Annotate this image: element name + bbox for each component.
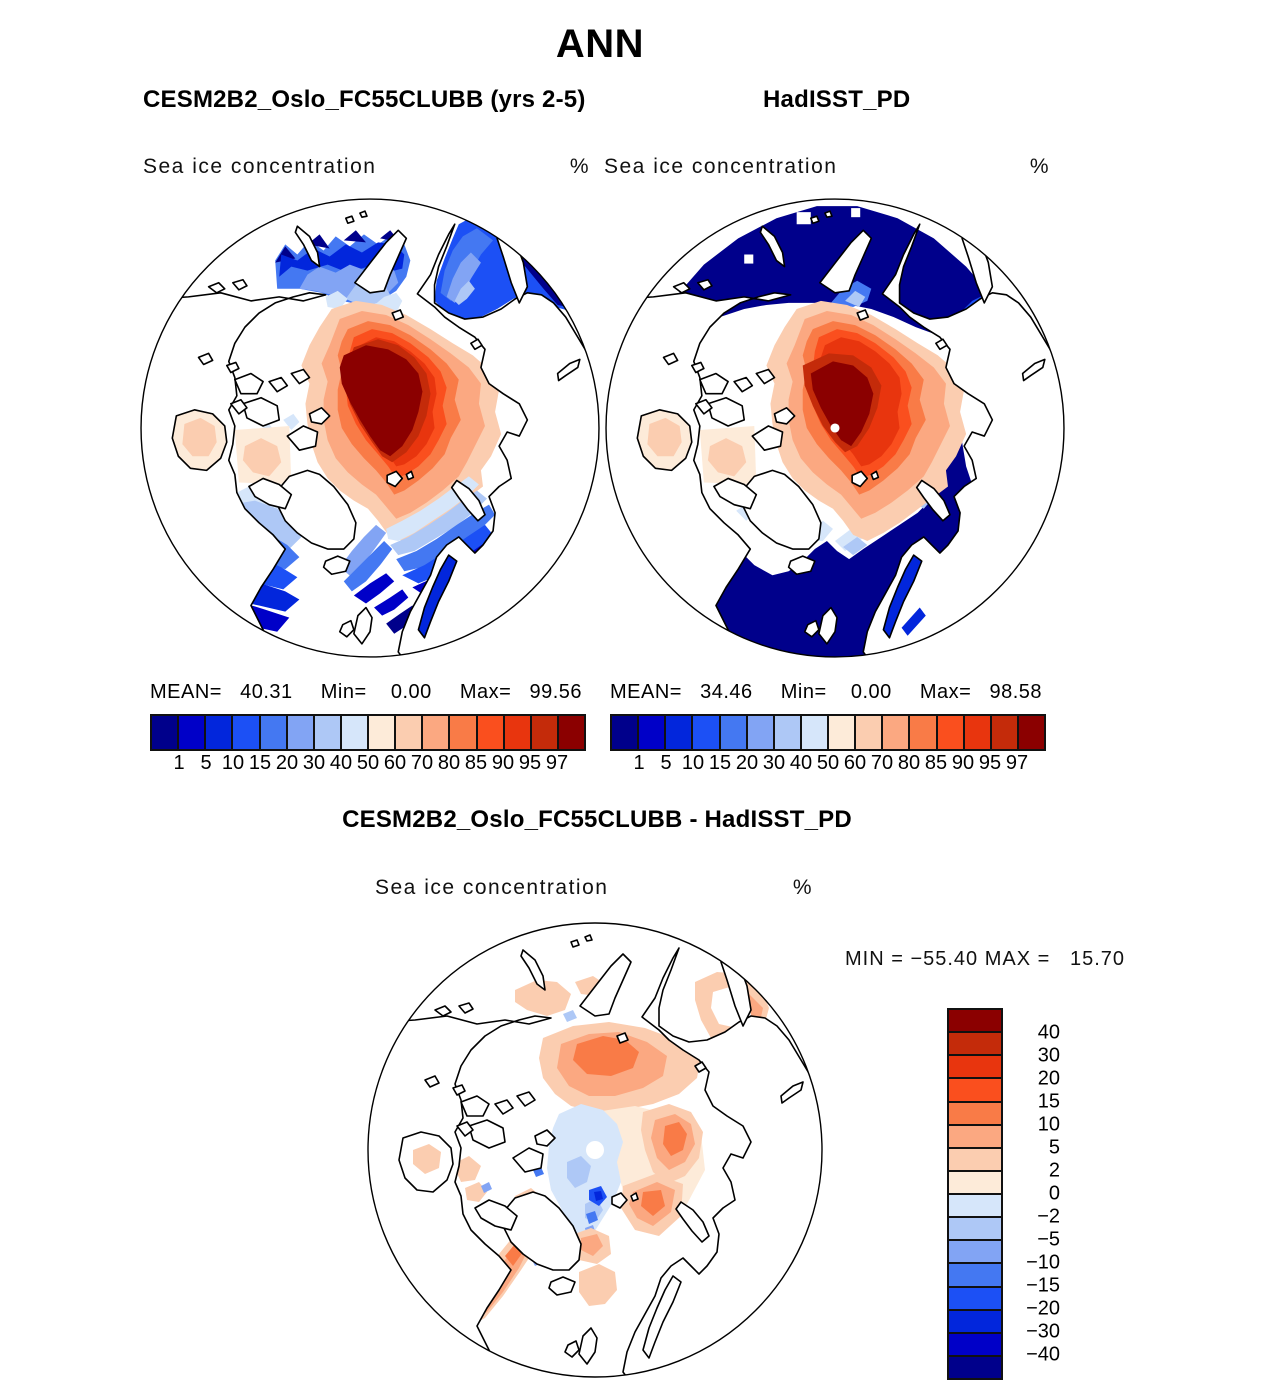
diff-colorbar-cell — [949, 1126, 1001, 1149]
diff-colorbar-cell — [949, 1056, 1001, 1079]
colorbar-tick-label: 85 — [464, 752, 488, 774]
model-colorbar-ticks — [150, 752, 586, 776]
colorbar-tick-label: 70 — [410, 752, 434, 774]
colorbar-tick-label: 90 — [491, 752, 515, 774]
colorbar-tick-label: 15 — [708, 752, 732, 774]
diff-colorbar — [947, 1008, 1003, 1380]
colorbar-tick-label: 50 — [816, 752, 840, 774]
colorbar-tick-label: 20 — [735, 752, 759, 774]
colorbar-cell — [532, 716, 559, 749]
obs-map-svg — [603, 196, 1067, 660]
model-mean: MEAN= 40.31 — [150, 681, 293, 703]
page-title: ANN — [555, 22, 645, 66]
colorbar-cell — [423, 716, 450, 749]
colorbar-cell — [693, 716, 720, 749]
obs-min: Min= 0.00 — [780, 681, 892, 703]
colorbar-cell — [478, 716, 505, 749]
colorbar-tick-label: 40 — [789, 752, 813, 774]
model-field-label: Sea ice concentration — [143, 155, 377, 178]
colorbar-cell — [206, 716, 233, 749]
diff-colorbar-cell — [949, 1357, 1001, 1378]
colorbar-cell — [639, 716, 666, 749]
diff-colorbar-cell — [949, 1172, 1001, 1195]
model-max: Max= 99.56 — [459, 681, 582, 703]
diff-colorbar-cell — [949, 1264, 1001, 1287]
colorbar-tick-label: 70 — [870, 752, 894, 774]
colorbar-cell — [721, 716, 748, 749]
colorbar-cell — [856, 716, 883, 749]
diff-colorbar-label: 2 — [1048, 1159, 1060, 1182]
colorbar-cell — [369, 716, 396, 749]
model-units-label: % — [569, 155, 590, 178]
diff-colorbar-cell — [949, 1103, 1001, 1126]
colorbar-cell — [342, 716, 369, 749]
diff-colorbar-cell — [949, 1311, 1001, 1334]
colorbar-tick-label: 95 — [518, 752, 542, 774]
colorbar-cell — [965, 716, 992, 749]
colorbar-tick-label: 85 — [924, 752, 948, 774]
diff-colorbar-cell — [949, 1033, 1001, 1056]
model-stats-row — [150, 681, 582, 704]
model-map — [138, 196, 602, 660]
obs-colorbar — [610, 714, 1046, 751]
colorbar-cell — [1019, 716, 1044, 749]
colorbar-tick-label: 97 — [1005, 752, 1029, 774]
diff-colorbar-cell — [949, 1288, 1001, 1311]
obs-panel-title: HadISST_PD — [763, 86, 911, 113]
model-colorbar — [150, 714, 586, 751]
colorbar-tick-label: 40 — [329, 752, 353, 774]
colorbar-tick-label: 1 — [173, 752, 185, 774]
colorbar-tick-label: 90 — [951, 752, 975, 774]
diff-colorbar-cell — [949, 1241, 1001, 1264]
colorbar-cell — [559, 716, 584, 749]
diff-colorbar-label: 15 — [1037, 1090, 1060, 1113]
diff-colorbar-label: −40 — [1026, 1343, 1060, 1366]
colorbar-cell — [261, 716, 288, 749]
colorbar-tick-label: 60 — [843, 752, 867, 774]
obs-mean: MEAN= 34.46 — [610, 681, 753, 703]
colorbar-tick-label: 80 — [897, 752, 921, 774]
obs-max: Max= 98.58 — [919, 681, 1042, 703]
diff-colorbar-label: −5 — [1037, 1228, 1060, 1251]
diff-colorbar-label: −20 — [1026, 1297, 1060, 1320]
colorbar-cell — [829, 716, 856, 749]
colorbar-cell — [612, 716, 639, 749]
obs-map — [603, 196, 1067, 660]
colorbar-tick-label: 97 — [545, 752, 569, 774]
colorbar-tick-label: 50 — [356, 752, 380, 774]
colorbar-tick-label: 10 — [681, 752, 705, 774]
model-panel-title: CESM2B2_Oslo_FC55CLUBB (yrs 2-5) — [143, 86, 586, 113]
colorbar-cell — [775, 716, 802, 749]
diff-colorbar-cell — [949, 1195, 1001, 1218]
diff-colorbar-label: 0 — [1048, 1182, 1060, 1205]
diff-colorbar-cell — [949, 1010, 1001, 1033]
colorbar-cell — [396, 716, 423, 749]
colorbar-tick-label: 15 — [248, 752, 272, 774]
diff-colorbar-label: 5 — [1048, 1136, 1060, 1159]
colorbar-tick-label: 20 — [275, 752, 299, 774]
diff-field-label: Sea ice concentration — [375, 876, 609, 899]
diff-minmax-text: MIN = −55.40 MAX = 15.70 — [845, 948, 1126, 970]
colorbar-tick-label: 30 — [302, 752, 326, 774]
colorbar-tick-label: 10 — [221, 752, 245, 774]
colorbar-tick-label: 95 — [978, 752, 1002, 774]
diff-colorbar-cell — [949, 1149, 1001, 1172]
diff-map-svg — [365, 920, 825, 1380]
pole-hole-dot — [830, 423, 839, 432]
colorbar-tick-label: 1 — [633, 752, 645, 774]
colorbar-tick-label: 5 — [660, 752, 672, 774]
diff-colorbar-label: 30 — [1037, 1044, 1060, 1067]
diff-colorbar-label: −2 — [1037, 1205, 1060, 1228]
diff-panel-title: CESM2B2_Oslo_FC55CLUBB - HadISST_PD — [342, 806, 852, 833]
diff-colorbar-labels — [1004, 1008, 1060, 1376]
model-field-row — [143, 155, 590, 179]
colorbar-cell — [315, 716, 342, 749]
diff-colorbar-label: 20 — [1037, 1067, 1060, 1090]
colorbar-cell — [992, 716, 1019, 749]
obs-stats-row — [610, 681, 1042, 704]
colorbar-cell — [748, 716, 775, 749]
diff-colorbar-label: 10 — [1037, 1113, 1060, 1136]
diff-units-label: % — [792, 876, 813, 899]
diff-colorbar-label: −10 — [1026, 1251, 1060, 1274]
diff-colorbar-label: 40 — [1037, 1021, 1060, 1044]
diff-field-row — [375, 876, 813, 900]
obs-field-label: Sea ice concentration — [604, 155, 838, 178]
obs-colorbar-ticks — [610, 752, 1046, 776]
colorbar-cell — [938, 716, 965, 749]
model-min: Min= 0.00 — [320, 681, 432, 703]
diff-map — [365, 920, 825, 1380]
colorbar-cell — [450, 716, 477, 749]
colorbar-cell — [179, 716, 206, 749]
colorbar-tick-label: 30 — [762, 752, 786, 774]
pole-hole-dot — [586, 1141, 604, 1159]
obs-field-row — [604, 155, 1050, 179]
colorbar-cell — [910, 716, 937, 749]
colorbar-tick-label: 80 — [437, 752, 461, 774]
diff-colorbar-cell — [949, 1334, 1001, 1357]
colorbar-tick-label: 5 — [200, 752, 212, 774]
colorbar-cell — [152, 716, 179, 749]
model-map-svg — [138, 196, 602, 660]
diff-colorbar-label: −15 — [1026, 1274, 1060, 1297]
colorbar-cell — [666, 716, 693, 749]
colorbar-cell — [233, 716, 260, 749]
colorbar-tick-label: 60 — [383, 752, 407, 774]
diff-colorbar-label: −30 — [1026, 1320, 1060, 1343]
diff-colorbar-cell — [949, 1079, 1001, 1102]
colorbar-cell — [802, 716, 829, 749]
colorbar-cell — [883, 716, 910, 749]
colorbar-cell — [505, 716, 532, 749]
obs-units-label: % — [1029, 155, 1050, 178]
diff-colorbar-cell — [949, 1218, 1001, 1241]
colorbar-cell — [288, 716, 315, 749]
